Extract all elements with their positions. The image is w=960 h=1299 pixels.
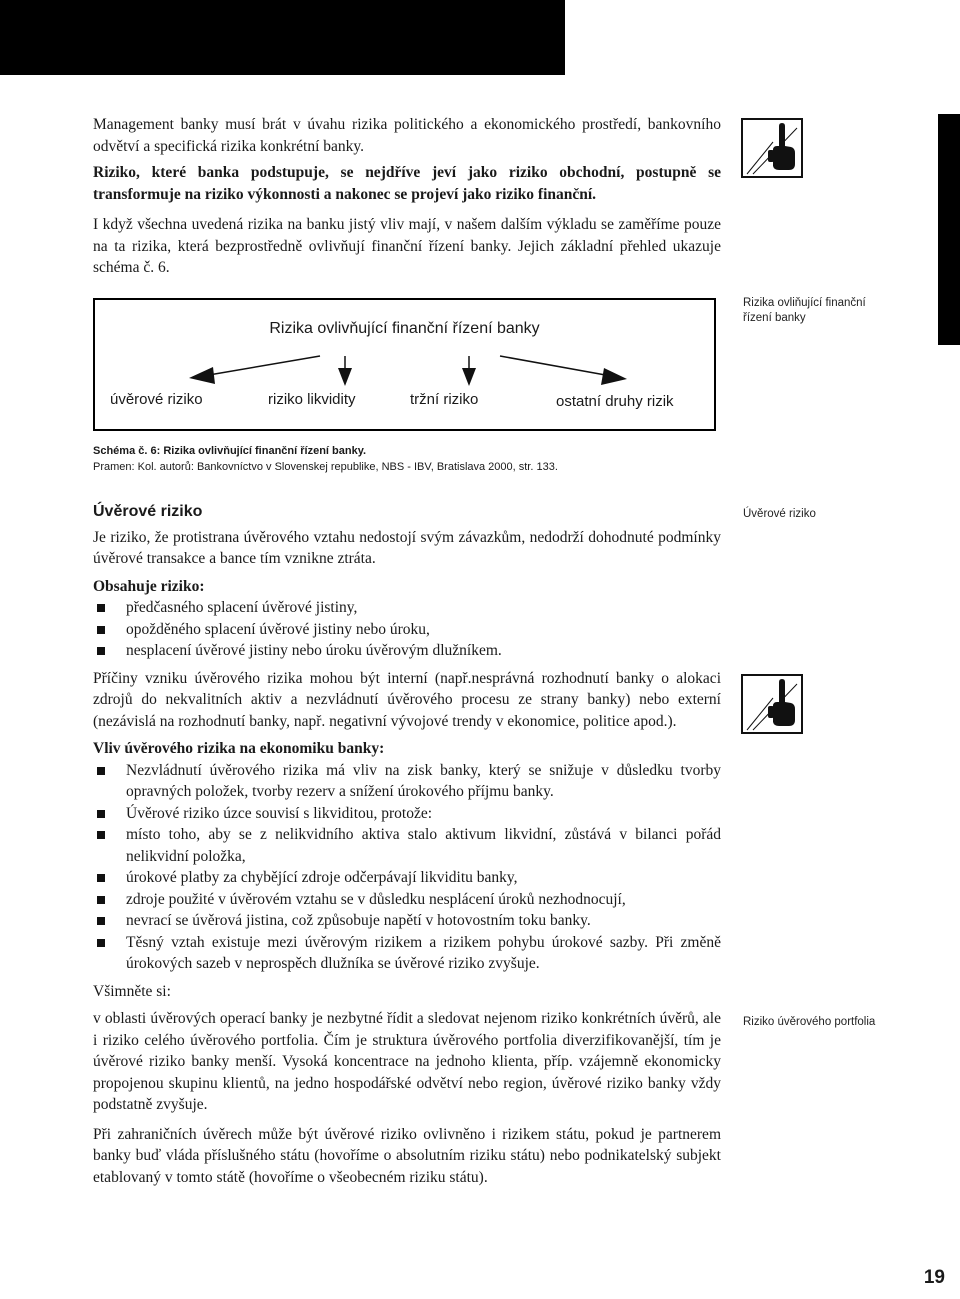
intro-paragraph-1: Management banky musí brát v úvahu rizika politického a ekonomického prostředí, bankovního odvětví a specifická rizika konkrétní banky. xyxy=(93,116,721,155)
arrow-line-4 xyxy=(500,356,611,376)
list-item: zdroje použité v úvěrovém vztahu se v důsledku nesplácení úroků nezhodnocují, xyxy=(93,889,721,911)
page-number: 19 xyxy=(923,1267,945,1288)
margin-note-3: Riziko úvěrového portfolia xyxy=(743,1016,876,1028)
list-item: nevrací se úvěrová jistina, což způsobuje napětí v hotovostním toku banky. xyxy=(93,910,721,932)
list-item: místo toho, aby se z nelikvidního aktiva stalo aktivum likvidní, zůstává v bilanci pořád nelikvidní položka, xyxy=(93,824,721,867)
diagram-caption xyxy=(93,444,733,475)
list-item: nesplacení úvěrové jistiny nebo úroku úvěrovým dlužníkem. xyxy=(93,640,721,662)
nested-list-holder xyxy=(93,824,721,932)
section-heading: Úvěrové riziko xyxy=(93,503,203,520)
list-item: opožděného splacení úvěrové jistiny nebo úroku, xyxy=(93,619,721,641)
pointing-hand-icon xyxy=(741,674,803,734)
contains-list xyxy=(93,597,721,662)
caption-title: Schéma č. 6: Rizika ovlivňující finanční řízení banky. xyxy=(93,445,367,457)
list-item: úrokové platby za chybějící zdroje odčerpávají likviditu banky, xyxy=(93,867,721,889)
risk-label-market: tržní riziko xyxy=(410,391,479,408)
impact-list xyxy=(93,760,721,975)
arrow-head-2 xyxy=(338,368,352,386)
margin-note-1: Rizika ovliňující finanční řízení banky xyxy=(743,297,866,324)
pointing-hand-icon xyxy=(741,118,803,178)
arrow-head-1 xyxy=(189,367,215,384)
intro-paragraph-3: I když všechna uvedená rizika na banku jistý vliv mají, v našem dalším výkladu se zaměříme pouze na ta rizika, která bezprostředně ovlivňují finanční řízení banky. Jejich základní přehled ukazuje schéma č. 6. xyxy=(93,216,721,276)
risk-label-liquidity: riziko likvidity xyxy=(268,391,356,408)
caption-source: Pramen: Kol. autorů: Bankovníctvo v Slovenskej republike, NBS - IBV, Bratislava 2000, str. 133. xyxy=(93,461,558,473)
arrow-head-4 xyxy=(601,368,627,385)
note-paragraph: v oblasti úvěrových operací banky je nezbytné řídit a sledovat nejenom riziko konkrétních úvěrů, ale i riziko celého úvěrového portfolia. Čím je struktura úvěrového portfolia diverzifikovanější, tím je úvěrové riziko banky menší. Vysoká koncentrace na jednoho klienta, příp. vzájemně ekonomicky propojenou skupinu klientů, na jedno hospodářské odvětví nebo region, úvěrové riziko banky vždy podstatně zvyšuje. xyxy=(93,1010,721,1113)
intro-paragraph-2: Riziko, které banka podstupuje, se nejdříve jeví jako riziko obchodní, postupně se transformuje na riziko výkonnosti a nakonec se projeví jako riziko finanční. xyxy=(93,164,721,203)
list-item: Těsný vztah existuje mezi úvěrovým rizikem a rizikem pohybu úrokové sazby. Při změně úrokových sazeb v neprospěch dlužníka se úvěrové riziko zvyšuje. xyxy=(93,932,721,975)
diagram-title: Rizika ovlivňující finanční řízení banky xyxy=(269,320,540,337)
risk-label-other: ostatní druhy rizik xyxy=(556,393,674,410)
risk-label-credit: úvěrové riziko xyxy=(110,391,203,408)
list-item: předčasného splacení úvěrové jistiny, xyxy=(93,597,721,619)
arrow-head-3 xyxy=(462,368,476,386)
margin-note-2: Úvěrové riziko xyxy=(743,508,816,520)
header-bar xyxy=(0,0,565,75)
causes-paragraph: Příčiny vzniku úvěrového rizika mohou být interní (např.nesprávná rozhodnutí banky o alokaci zdrojů do nekvalitních aktiv a nezvládnutí úvěrového procesu ze strany banky) nebo externí (nezávislá na rozhodnutí banky, např. negativní vývojové trendy v ekonomice, politice apod.). xyxy=(93,669,721,730)
list-item: Úvěrové riziko úzce souvisí s likviditou, protože: xyxy=(93,803,721,825)
definition-paragraph: Je riziko, že protistrana úvěrového vztahu nedostojí svým závazkům, nedodrží dohodnuté podmínky úvěrové transakce a bance tím vznikne ztráta. xyxy=(93,528,721,567)
impact-sublist xyxy=(93,824,721,932)
chapter-tab xyxy=(938,114,960,345)
hand-graphic xyxy=(743,676,801,732)
risk-diagram xyxy=(93,298,716,431)
credit-risk-section xyxy=(93,501,721,1188)
foreign-paragraph: Při zahraničních úvěrech může být úvěrové riziko ovlivněno i rizikem státu, pokud je partnerem banky buď vláda příslušného státu (hovoříme o absolutním riziku státu) nebo podnikatelský subjekt etablovaný v tomto státě (hovoříme o všeobecném riziku státu). xyxy=(93,1125,721,1186)
hand-graphic xyxy=(743,120,801,176)
list-item: Nezvládnutí úvěrového rizika má vliv na zisk banky, který se snižuje v důsledku tvorby opravných položek, tvorby rezerv a snížení úrokového příjmu banky. xyxy=(93,760,721,803)
arrow-line-1 xyxy=(203,356,320,376)
contains-heading: Obsahuje riziko: xyxy=(93,577,205,595)
note-label: Všimněte si: xyxy=(93,982,171,1000)
intro xyxy=(93,114,721,279)
impact-heading: Vliv úvěrového rizika na ekonomiku banky: xyxy=(93,740,385,757)
